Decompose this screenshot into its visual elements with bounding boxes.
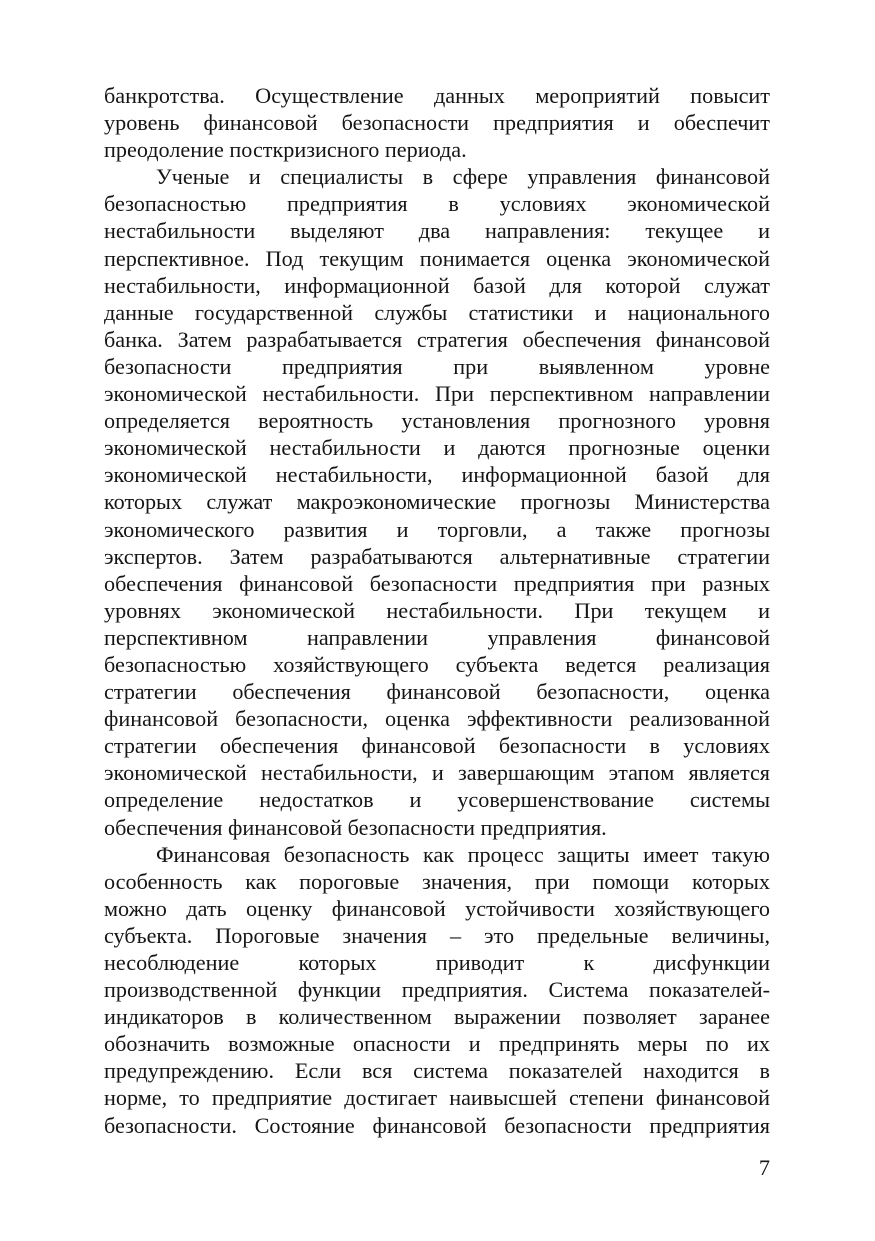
page-number: 7 xyxy=(758,1155,770,1180)
text-line: безопасности предприятия при выявленном уровне xyxy=(104,353,770,379)
text-line: безопасностью хозяйствующего субъекта ведется реализация xyxy=(104,651,770,677)
text-line: перспективное. Под текущим понимается оценка экономической xyxy=(104,245,770,271)
text-line: несоблюдение которых приводит к дисфункции xyxy=(104,950,770,975)
text-line: уровень финансовой безопасности предприятия и обеспечит xyxy=(104,110,770,136)
text-line: особенность как пороговые значения, при помощи которых xyxy=(104,868,770,894)
text-line: обеспечения финансовой безопасности предприятия. xyxy=(104,814,607,840)
text-line: экономической нестабильности и даются прогнозные оценки xyxy=(104,435,770,461)
text-line: экономической нестабильности. При перспективном направлении xyxy=(104,381,770,407)
text-line: норме, то предприятие достигает наивысшей степени финансовой xyxy=(104,1085,770,1111)
text-line: производственной функции предприятия. Система показателей- xyxy=(104,977,770,1003)
paragraph xyxy=(104,841,770,1139)
text-line: преодоление посткризисного периода. xyxy=(104,137,467,163)
text-line: уровнях экономической нестабильности. При текущем и xyxy=(104,597,770,623)
text-line: экономического развития и торговли, а также прогнозы xyxy=(104,516,770,542)
paragraph xyxy=(104,163,770,840)
text-line: нестабильности, информационной базой для которой служат xyxy=(104,272,770,298)
text-line: субъекта. Пороговые значения – это предельные величины, xyxy=(104,922,770,948)
text-line: обозначить возможные опасности и предпринять меры по их xyxy=(104,1031,770,1057)
text-line: экономической нестабильности, и завершающим этапом является xyxy=(104,760,770,786)
text-line: индикаторов в количественном выражении позволяет заранее xyxy=(104,1004,770,1030)
text-line: стратегии обеспечения финансовой безопасности в условиях xyxy=(104,733,770,759)
text-line: банка. Затем разрабатывается стратегия обеспечения финансовой xyxy=(104,326,770,352)
text-line: перспективном направлении управления финансовой xyxy=(104,624,770,650)
text-line: Ученые и специалисты в сфере управления финансовой xyxy=(156,164,770,190)
text-line: финансовой безопасности, оценка эффективности реализованной xyxy=(104,706,770,732)
paragraph xyxy=(104,82,770,163)
text-line: которых служат макроэкономические прогнозы Министерства xyxy=(104,489,770,515)
text-line: данные государственной службы статистики и национального xyxy=(104,299,770,325)
text-line: можно дать оценку финансовой устойчивости хозяйствующего xyxy=(104,895,770,921)
text-line: экономической нестабильности, информационной базой для xyxy=(104,462,770,488)
text-line: определение недостатков и усовершенствование системы xyxy=(104,787,770,813)
text-line: определяется вероятность установления прогнозного уровня xyxy=(104,408,770,434)
text-line: банкротства. Осуществление данных мероприятий повысит xyxy=(104,83,770,108)
text-line: нестабильности выделяют два направления: текущее и xyxy=(104,218,770,244)
text-line: экспертов. Затем разрабатываются альтернативные стратегии xyxy=(104,543,770,569)
text-line: безопасности. Состояние финансовой безопасности предприятия xyxy=(104,1112,770,1138)
text-line: предупреждению. Если вся система показателей находится в xyxy=(104,1058,770,1084)
text-line: стратегии обеспечения финансовой безопасности, оценка xyxy=(104,679,770,705)
text-line: Финансовая безопасность как процесс защиты имеет такую xyxy=(156,841,770,867)
page-body xyxy=(104,82,770,1139)
text-line: безопасностью предприятия в условиях экономической xyxy=(104,191,770,217)
text-line: обеспечения финансовой безопасности предприятия при разных xyxy=(104,570,770,596)
